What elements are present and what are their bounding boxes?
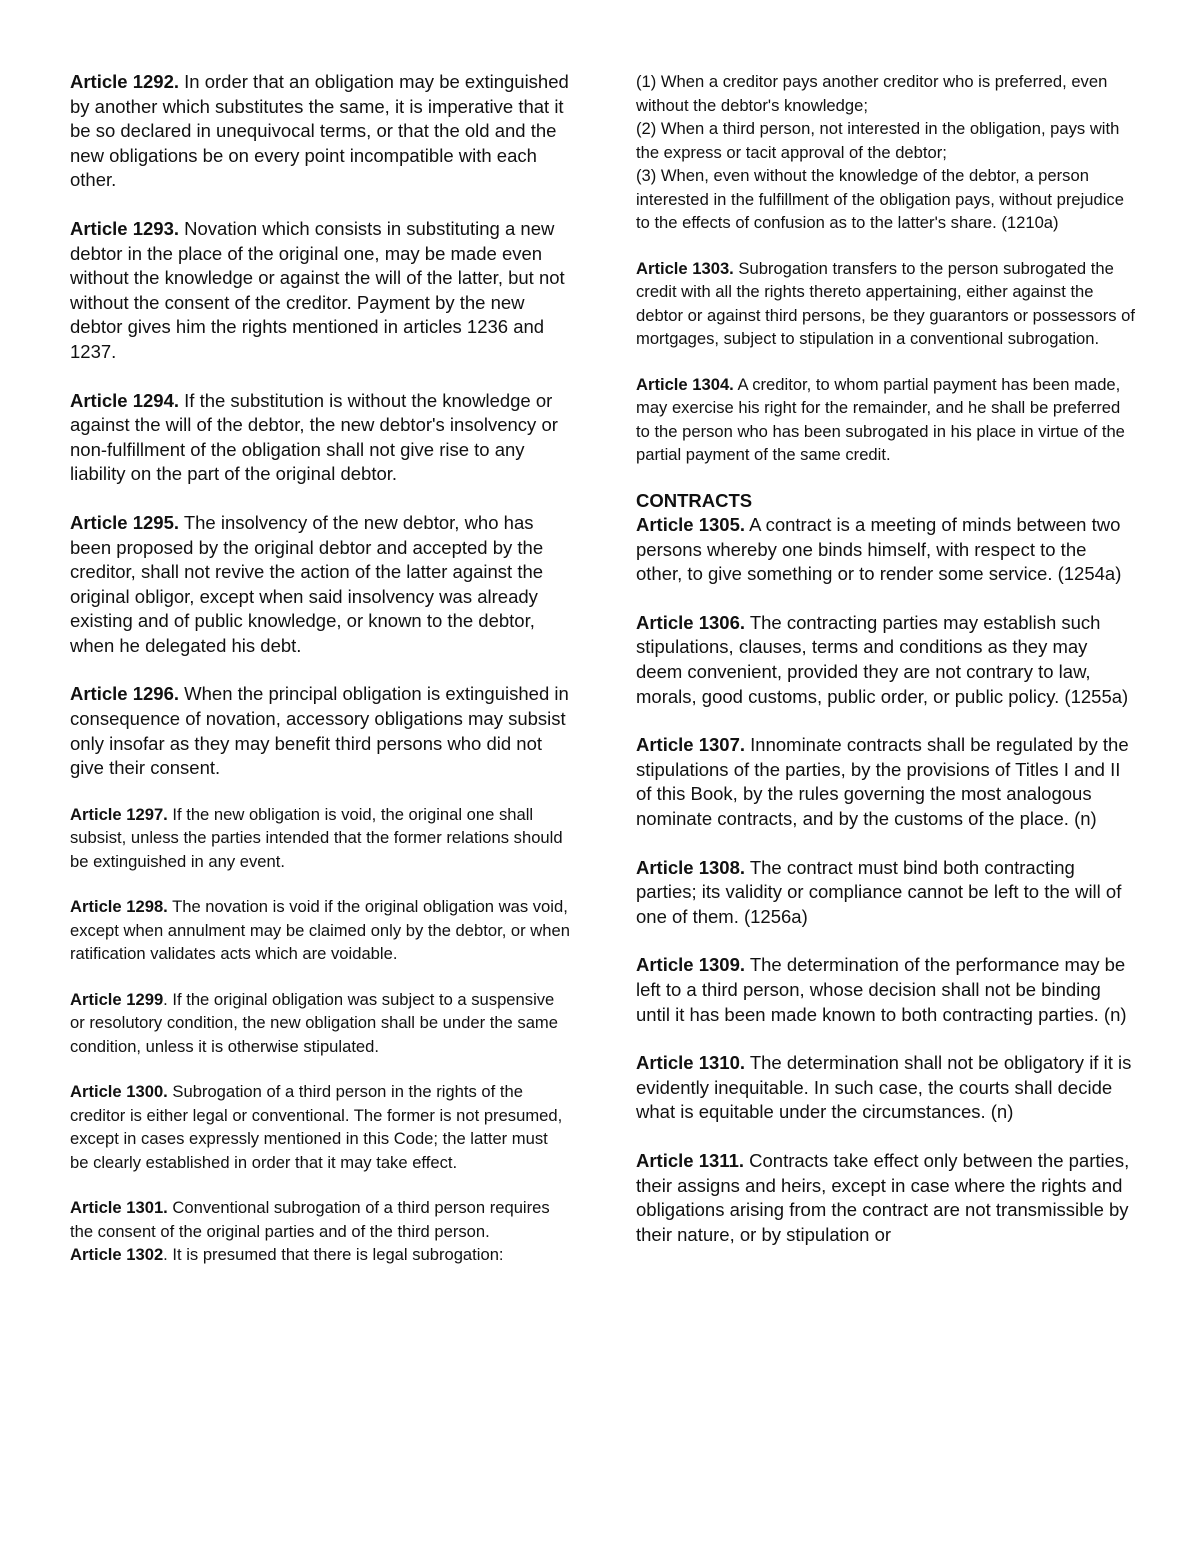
article-paragraph	[70, 1196, 570, 1243]
right-column	[636, 70, 1136, 1247]
article-paragraph	[70, 70, 570, 193]
article-number: Article 1299	[70, 989, 164, 1009]
article-number: Article 1298.	[70, 897, 168, 917]
article-paragraph	[70, 895, 570, 966]
article-number: Article 1304.	[636, 374, 734, 394]
article-number: Article 1296.	[70, 683, 180, 705]
article-number: Article 1309.	[636, 954, 746, 976]
article-text: The determination shall not be obligatory if it is evidently inequitable. In such case, the courts shall decide what is equitable under the circumstances. (n)	[636, 1052, 1132, 1123]
article-text: When the principal obligation is extinguished in consequence of novation, accessory obligations may subsist only insofar as they may benefit third persons who did not give their consent.	[70, 683, 569, 779]
article-paragraph	[70, 988, 570, 1059]
article-paragraph	[636, 373, 1136, 467]
list-item: (2) When a third person, not interested in the obligation, pays with the express or tacit approval of the debtor;	[636, 119, 1120, 162]
article-text: A creditor, to whom partial payment has been made, may exercise his right for the remainder, and he shall be preferred to the person who has been subrogated in his place in virtue of the partial payment of the same credit.	[636, 374, 1125, 464]
section-heading: CONTRACTS	[636, 489, 753, 511]
article-paragraph	[636, 1051, 1136, 1125]
list-item: (3) When, even without the knowledge of the debtor, a person interested in the fulfillment of the obligation pays, without prejudice to the effects of confusion as to the latter's share. (1210a)	[636, 166, 1124, 232]
article-text: The contract must bind both contracting parties; its validity or compliance cannot be left to the will of one of them. (1256a)	[636, 856, 1122, 927]
article-paragraph	[636, 513, 1136, 587]
article-number: Article 1294.	[70, 389, 180, 411]
article-number: Article 1311.	[636, 1149, 744, 1171]
article-text: . It is presumed that there is legal subrogation:	[163, 1245, 504, 1265]
article-number: Article 1293.	[70, 217, 180, 239]
article-paragraph	[636, 257, 1136, 351]
article-paragraph	[70, 511, 570, 659]
article-paragraph	[636, 1149, 1136, 1247]
article-number: Article 1295.	[70, 511, 180, 533]
article-paragraph	[70, 1243, 570, 1267]
article-paragraph	[636, 953, 1136, 1027]
article-text: Contracts take effect only between the parties, their assigns and heirs, except in case where the rights and obligations arising from the contract are not transmissible by their nature, or by stipulation or	[636, 1149, 1130, 1245]
article-text: Subrogation of a third person in the rights of the creditor is either legal or conventional. The former is not presumed, except in cases expressly mentioned in this Code; the latter must be clearly established in order that it may take effect.	[70, 1082, 563, 1172]
article-number: Article 1301.	[70, 1198, 168, 1218]
article-paragraph	[70, 389, 570, 487]
article-number: Article 1292.	[70, 71, 180, 92]
article-paragraph	[70, 803, 570, 874]
article-text: Conventional subrogation of a third person requires the consent of the original parties and of the third person.	[70, 1198, 550, 1241]
article-number: Article 1306.	[636, 611, 746, 633]
article-text: Subrogation transfers to the person subrogated the credit with all the rights thereto appertaining, either against the debtor or against third persons, be they guarantors or possessors of mortgages, subject to stipulation in a conventional subrogation.	[636, 258, 1136, 348]
article-number: Article 1310.	[636, 1052, 746, 1074]
article-number: Article 1297.	[70, 804, 168, 824]
article-paragraph	[70, 1080, 570, 1174]
article-text: A contract is a meeting of minds between two persons whereby one binds himself, with respect to the other, to give something or to render some service. (1254a)	[636, 514, 1122, 585]
article-number: Article 1303.	[636, 258, 734, 278]
article-text: The determination of the performance may be left to a third person, whose decision shall not be binding until it has been made known to both contracting parties. (n)	[636, 954, 1127, 1025]
article-number: Article 1302	[70, 1245, 164, 1265]
article-paragraph	[70, 682, 570, 780]
article-paragraph	[636, 611, 1136, 709]
article-text: In order that an obligation may be extinguished by another which substitutes the same, it is imperative that it be so declared in unequivocal terms, or that the old and the new obligations be on every point incompatible with each other.	[70, 71, 569, 191]
article-paragraph	[70, 217, 570, 365]
article-number: Article 1308.	[636, 856, 746, 878]
list-item: (1) When a creditor pays another creditor who is preferred, even without the debtor's knowledge;	[636, 72, 1108, 115]
article-text: . If the original obligation was subject to a suspensive or resolutory condition, the new obligation shall be under the same condition, unless it is otherwise stipulated.	[70, 989, 558, 1056]
article-paragraph	[636, 856, 1136, 930]
article-text: The contracting parties may establish such stipulations, clauses, terms and conditions as they may deem convenient, provided they are not contrary to law, morals, good customs, public order, or public policy. (1255a)	[636, 611, 1129, 707]
left-column	[70, 70, 570, 1267]
article-text: Innominate contracts shall be regulated by the stipulations of the parties, by the provisions of Titles I and II of this Book, by the rules governing the most analogous nominate contracts, and by the customs of the place. (n)	[636, 734, 1129, 830]
article-text: If the new obligation is void, the original one shall subsist, unless the parties intended that the former relations should be extinguished in any event.	[70, 804, 563, 871]
article-text: The novation is void if the original obligation was void, except when annulment may be claimed only by the debtor, or when ratification validates acts which are voidable.	[70, 897, 570, 964]
article-number: Article 1300.	[70, 1082, 168, 1102]
article-text: If the substitution is without the knowledge or against the will of the debtor, the new debtor's insolvency or non-fulfillment of the obligation shall not give rise to any liability on the part of the original debtor.	[70, 389, 558, 485]
article-text: Novation which consists in substituting a new debtor in the place of the original one, may be made even without the knowledge or against the will of the latter, but not without the consent of the creditor. Payment by the new debtor gives him the rights mentioned in articles 1236 and 1237.	[70, 217, 565, 362]
article-number: Article 1307.	[636, 734, 746, 756]
article-text: The insolvency of the new debtor, who has been proposed by the original debtor and accepted by the creditor, shall not revive the action of the latter against the original obligor, except when said insolvency was already existing and of public knowledge, or known to the debtor, when he delegated his debt.	[70, 511, 544, 656]
article-number: Article 1305.	[636, 514, 746, 536]
article-paragraph	[636, 733, 1136, 831]
